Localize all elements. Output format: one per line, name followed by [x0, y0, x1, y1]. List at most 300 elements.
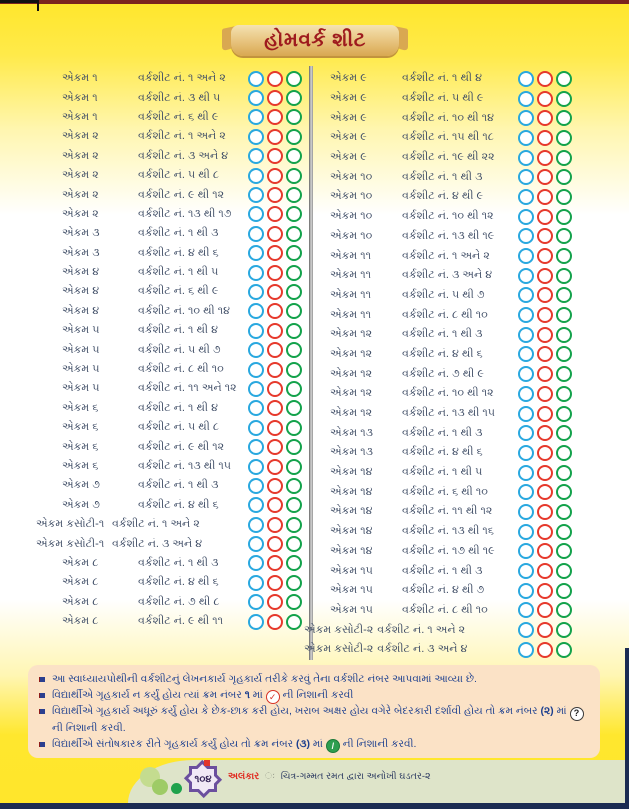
- unit-label: એકમ ૬: [62, 440, 99, 453]
- status-green-circle: [556, 504, 572, 520]
- status-red-circle: [537, 386, 553, 402]
- unit-label: એકમ ૧૨: [330, 367, 373, 380]
- worksheet-label: વર્કશીટ નં. ૬ થી ૯: [138, 285, 219, 298]
- status-green-circle: [286, 478, 302, 494]
- status-red-circle: [267, 303, 283, 319]
- status-green-circle: [556, 465, 572, 481]
- worksheet-label: વર્કશીટ નં. ૧૧ અને ૧૨: [138, 382, 237, 395]
- status-green-circle: [286, 71, 302, 87]
- status-blue-circle: [248, 90, 264, 106]
- worksheet-label: વર્કશીટ નં. ૧ થી ૩: [138, 479, 219, 492]
- worksheet-label: વર્કશીટ નં. ૧ થી ૩: [402, 564, 483, 577]
- unit-label: એકમ ૨: [62, 169, 99, 182]
- status-circles: [248, 129, 302, 145]
- status-blue-circle: [248, 362, 264, 378]
- homework-row: [62, 340, 302, 359]
- unit-label: એકમ ૧૦: [330, 190, 373, 203]
- status-blue-circle: [248, 497, 264, 513]
- status-green-circle: [286, 129, 302, 145]
- status-blue-circle: [518, 524, 534, 540]
- status-blue-circle: [248, 381, 264, 397]
- status-circles: [518, 91, 572, 107]
- status-blue-circle: [248, 129, 264, 145]
- status-circles: [518, 386, 572, 402]
- status-red-circle: [267, 109, 283, 125]
- homework-row: [330, 246, 572, 266]
- status-red-circle: [537, 524, 553, 540]
- worksheet-label: વર્કશીટ નં. ૧ થી ૪: [138, 324, 218, 337]
- homework-row: [330, 325, 572, 345]
- worksheet-label: વર્કશીટ નં. ૧૦ થી ૧૨: [402, 387, 494, 400]
- status-red-circle: [267, 148, 283, 164]
- status-green-circle: [286, 226, 302, 242]
- status-green-circle: [556, 189, 572, 205]
- status-red-circle: [267, 400, 283, 416]
- status-red-circle: [267, 575, 283, 591]
- status-circles: [518, 622, 572, 638]
- status-circles: [518, 228, 572, 244]
- unit-label: એકમ ૧: [62, 72, 98, 85]
- page-number-badge: [186, 763, 220, 795]
- unit-label: એકમ ૫: [62, 363, 100, 376]
- status-circles: [248, 517, 302, 533]
- unit-label: એકમ ૬: [62, 401, 99, 414]
- status-blue-circle: [518, 169, 534, 185]
- status-red-circle: [537, 622, 553, 638]
- status-green-circle: [556, 228, 572, 244]
- status-circles: [518, 642, 572, 658]
- status-blue-circle: [518, 563, 534, 579]
- unit-label: એકમ ૧૪: [330, 544, 373, 557]
- worksheet-label: વર્કશીટ નં. ૩ થી ૫: [138, 91, 221, 104]
- status-circles: [248, 478, 302, 494]
- unit-label: એકમ ૧૨: [330, 347, 373, 360]
- worksheet-label: વર્કશીટ નં. ૧ અને ૨: [138, 72, 226, 85]
- status-blue-circle: [248, 109, 264, 125]
- homework-row: [330, 423, 572, 443]
- status-red-circle: [537, 445, 553, 461]
- status-circles: [248, 187, 302, 203]
- status-blue-circle: [518, 268, 534, 284]
- status-red-circle: [537, 150, 553, 166]
- status-circles: [518, 563, 572, 579]
- unit-label: એકમ ૩: [62, 246, 100, 259]
- homework-row: [330, 561, 572, 581]
- note-text: વિદ્યાર્થીએ ગૃહકાર્ય ન કર્યું હોય ત્યાં ક્રમ નંબર: [52, 688, 245, 701]
- homework-row: [330, 207, 572, 227]
- status-red-circle: [537, 287, 553, 303]
- status-blue-circle: [518, 622, 534, 638]
- status-blue-circle: [518, 465, 534, 481]
- note-text: માં: [249, 688, 266, 701]
- status-red-circle: [537, 583, 553, 599]
- status-green-circle: [556, 307, 572, 323]
- worksheet-label: વર્કશીટ નં. ૧૦ થી ૧૪: [138, 304, 230, 317]
- unit-label: એકમ ૩: [62, 227, 100, 240]
- status-circles: [248, 284, 302, 300]
- note-text: ની નિશાની કરવી.: [52, 721, 126, 734]
- corner-crop-mark: [0, 0, 39, 11]
- status-blue-circle: [248, 226, 264, 242]
- status-blue-circle: [248, 245, 264, 261]
- status-red-circle: [267, 90, 283, 106]
- homework-row: [330, 581, 572, 601]
- status-circles: [248, 536, 302, 552]
- note-text: ની નિશાની કરવી: [279, 688, 354, 701]
- status-circles: [248, 109, 302, 125]
- worksheet-label: વર્કશીટ નં. ૧ થી ૩: [138, 556, 219, 569]
- status-circles: [248, 575, 302, 591]
- unit-label: એકમ ૧૦: [330, 170, 373, 183]
- homework-row: [36, 534, 302, 553]
- status-red-circle: [267, 594, 283, 610]
- status-circles: [518, 130, 572, 146]
- status-blue-circle: [518, 583, 534, 599]
- status-red-circle: [267, 517, 283, 533]
- homework-row: [62, 476, 302, 495]
- note-text: ની નિશાની કરવી.: [339, 737, 417, 750]
- homework-row: [330, 404, 572, 424]
- square-bullet-icon: [40, 742, 45, 747]
- worksheet-label: વર્કશીટ નં. ૬ થી ૯: [138, 110, 219, 123]
- status-blue-circle: [248, 265, 264, 281]
- status-green-circle: [556, 91, 572, 107]
- status-blue-circle: [248, 71, 264, 87]
- homework-row: [62, 418, 302, 437]
- homework-row: [62, 205, 302, 224]
- worksheet-label: વર્કશીટ નં. ૪ થી ૬: [402, 347, 483, 360]
- worksheet-label: વર્કશીટ નં. ૩ અને ૪: [377, 643, 468, 656]
- unit-label: એકમ ૧૩: [330, 446, 373, 459]
- unit-label: એકમ ૧૪: [330, 505, 373, 518]
- worksheet-label: વર્કશીટ નં. ૧ થી ૩: [402, 426, 483, 439]
- worksheet-label: વર્કશીટ નં. ૧૩ થી ૧૫: [402, 407, 496, 420]
- status-blue-circle: [518, 484, 534, 500]
- footer-series-line: [228, 771, 431, 782]
- status-circles: [518, 583, 572, 599]
- worksheet-label: વર્કશીટ નં. ૭ થી ૮: [138, 595, 220, 608]
- homework-row: [330, 463, 572, 483]
- unit-label: એકમ ૧૧: [330, 288, 371, 301]
- status-circles: [518, 504, 572, 520]
- worksheet-label: વર્કશીટ નં. ૯ થી ૧૨: [138, 188, 225, 201]
- status-red-circle: [267, 459, 283, 475]
- unit-label: એકમ ૧૨: [330, 328, 373, 341]
- worksheet-label: વર્કશીટ નં. ૧ થી ૪: [138, 401, 218, 414]
- note-text: માં: [310, 737, 326, 750]
- status-circles: [248, 555, 302, 571]
- status-circles: [518, 425, 572, 441]
- unit-label: એકમ ૧: [62, 91, 98, 104]
- homework-row: [62, 496, 302, 515]
- status-green-circle: [286, 303, 302, 319]
- homework-row: [330, 502, 572, 522]
- status-blue-circle: [518, 91, 534, 107]
- status-blue-circle: [518, 346, 534, 362]
- status-green-circle: [286, 148, 302, 164]
- status-green-circle: [286, 187, 302, 203]
- status-blue-circle: [518, 110, 534, 126]
- homework-row: [62, 612, 302, 631]
- unit-label: એકમ કસોટી-૨: [304, 643, 374, 656]
- homework-row: [62, 321, 302, 340]
- square-bullet-icon: [40, 709, 45, 714]
- unit-label: એકમ ૧૫: [330, 564, 373, 577]
- status-red-circle: [267, 226, 283, 242]
- note-text: (૨): [540, 705, 554, 718]
- homework-row: [62, 360, 302, 379]
- status-circles: [248, 71, 302, 87]
- status-circles: [518, 150, 572, 166]
- unit-label: એકમ ૮: [62, 576, 99, 589]
- status-blue-circle: [248, 303, 264, 319]
- status-circles: [518, 71, 572, 87]
- status-circles: [248, 245, 302, 261]
- status-circles: [518, 543, 572, 559]
- homework-row: [62, 127, 302, 146]
- status-blue-circle: [248, 575, 264, 591]
- status-green-circle: [286, 555, 302, 571]
- status-green-circle: [556, 327, 572, 343]
- status-circles: [518, 465, 572, 481]
- status-blue-circle: [248, 439, 264, 455]
- unit-label: એકમ ૧૪: [330, 485, 373, 498]
- homework-row: [330, 542, 572, 562]
- status-red-circle: [537, 563, 553, 579]
- instruction-note: [40, 704, 588, 736]
- status-circles: [518, 110, 572, 126]
- unit-label: એકમ ૧૧: [330, 249, 371, 262]
- status-red-circle: [537, 406, 553, 422]
- status-green-circle: [556, 169, 572, 185]
- status-blue-circle: [518, 287, 534, 303]
- homework-row: [330, 522, 572, 542]
- status-red-circle: [267, 168, 283, 184]
- instruction-note: [40, 737, 588, 754]
- worksheet-label: વર્કશીટ નં. ૧ થી ૩: [402, 328, 483, 341]
- left-column: [36, 69, 302, 631]
- status-red-circle: [267, 614, 283, 630]
- status-circles: [518, 248, 572, 264]
- status-green-circle: [556, 366, 572, 382]
- homework-row: [62, 224, 302, 243]
- status-red-circle: [267, 129, 283, 145]
- check-circle-icon: ✓: [266, 690, 280, 704]
- unit-label: એકમ ૯: [330, 151, 367, 164]
- homework-row: [330, 384, 572, 404]
- worksheet-label: વર્કશીટ નં. ૭ થી ૯: [402, 367, 484, 380]
- status-green-circle: [286, 400, 302, 416]
- unit-label: એકમ ૭: [62, 498, 100, 511]
- note-text: (૩): [296, 737, 311, 750]
- status-green-circle: [286, 459, 302, 475]
- worksheet-label: વર્કશીટ નં. ૧૭ થી ૧૯: [402, 544, 495, 557]
- status-circles: [518, 602, 572, 618]
- homework-row: [330, 345, 572, 365]
- worksheet-label: વર્કશીટ નં. ૧૩ થી ૧૯: [402, 229, 495, 242]
- status-green-circle: [556, 563, 572, 579]
- worksheet-label: વર્કશીટ નં. ૪ થી ૯: [402, 190, 484, 203]
- unit-label: એકમ ૧૨: [330, 407, 373, 420]
- status-blue-circle: [518, 307, 534, 323]
- status-red-circle: [537, 169, 553, 185]
- status-circles: [248, 148, 302, 164]
- status-blue-circle: [518, 504, 534, 520]
- worksheet-label: વર્કશીટ નં. ૪ થી ૭: [402, 584, 485, 597]
- column-divider: [309, 66, 313, 660]
- status-green-circle: [286, 614, 302, 630]
- worksheet-label: વર્કશીટ નં. ૯ થી ૧૨: [138, 440, 225, 453]
- status-circles: [248, 439, 302, 455]
- status-red-circle: [267, 381, 283, 397]
- status-green-circle: [286, 206, 302, 222]
- status-green-circle: [556, 268, 572, 284]
- worksheet-label: વર્કશીટ નં. ૮ થી ૧૦: [138, 363, 224, 376]
- homework-row: [330, 482, 572, 502]
- status-circles: [248, 323, 302, 339]
- unit-label: એકમ ૮: [62, 615, 99, 628]
- status-blue-circle: [248, 459, 264, 475]
- status-circles: [518, 169, 572, 185]
- worksheet-label: વર્કશીટ નં. ૧ અને ૨: [402, 249, 490, 262]
- unit-label: એકમ કસોટી-૧: [36, 537, 105, 550]
- status-circles: [248, 362, 302, 378]
- worksheet-label: વર્કશીટ નં. ૧૩ થી ૧૫: [138, 460, 232, 472]
- homework-row: [62, 185, 302, 204]
- status-green-circle: [556, 406, 572, 422]
- status-circles: [518, 327, 572, 343]
- status-red-circle: [537, 504, 553, 520]
- status-red-circle: [537, 110, 553, 126]
- status-blue-circle: [248, 420, 264, 436]
- homework-row: [62, 108, 302, 127]
- worksheet-label: વર્કશીટ નં. ૫ થી ૭: [138, 343, 221, 356]
- status-red-circle: [267, 420, 283, 436]
- status-green-circle: [286, 594, 302, 610]
- unit-label: એકમ ૨: [62, 207, 99, 220]
- title-banner: [231, 25, 399, 56]
- status-red-circle: [267, 284, 283, 300]
- homework-row: [62, 457, 302, 476]
- question-circle-icon: ?: [570, 707, 584, 721]
- status-red-circle: [267, 187, 283, 203]
- status-blue-circle: [518, 189, 534, 205]
- unit-label: એકમ ૬: [62, 460, 99, 472]
- status-blue-circle: [248, 323, 264, 339]
- status-green-circle: [286, 439, 302, 455]
- homework-row: [62, 147, 302, 166]
- series-tagline: ચિત્ર-ગમ્મત રમત દ્વારા અનોખી ઘડતર-૨: [280, 771, 431, 782]
- status-blue-circle: [248, 187, 264, 203]
- unit-label: એકમ ૧૪: [330, 525, 373, 538]
- homework-row: [36, 515, 302, 534]
- unit-label: એકમ ૧૫: [330, 603, 373, 616]
- status-green-circle: [556, 642, 572, 658]
- status-red-circle: [267, 555, 283, 571]
- status-circles: [248, 594, 302, 610]
- worksheet-label: વર્કશીટ નં. ૫ થી ૯: [402, 92, 484, 105]
- status-circles: [248, 614, 302, 630]
- status-red-circle: [537, 130, 553, 146]
- decorative-dot: [171, 783, 182, 794]
- homework-row: [330, 187, 572, 207]
- worksheet-label: વર્કશીટ નં. ૧ થી ૪: [402, 72, 482, 85]
- status-circles: [248, 303, 302, 319]
- status-blue-circle: [518, 248, 534, 264]
- status-green-circle: [286, 381, 302, 397]
- status-circles: [518, 189, 572, 205]
- homework-row: [304, 620, 572, 640]
- homework-row: [62, 593, 302, 612]
- status-red-circle: [537, 346, 553, 362]
- instruction-note: [40, 672, 588, 688]
- status-red-circle: [537, 268, 553, 284]
- status-blue-circle: [518, 543, 534, 559]
- status-green-circle: [286, 575, 302, 591]
- status-green-circle: [286, 323, 302, 339]
- status-blue-circle: [248, 555, 264, 571]
- worksheet-label: વર્કશીટ નં. ૫ થી ૮: [138, 169, 219, 182]
- status-green-circle: [556, 622, 572, 638]
- homework-row: [304, 640, 572, 660]
- unit-label: એકમ ૪: [62, 266, 100, 279]
- unit-label: એકમ ૨: [62, 188, 99, 201]
- unit-label: એકમ ૧૫: [330, 584, 373, 597]
- note-text: માં: [553, 705, 570, 718]
- status-blue-circle: [248, 536, 264, 552]
- status-blue-circle: [518, 209, 534, 225]
- worksheet-label: વર્કશીટ નં. ૫ થી ૮: [138, 421, 219, 434]
- status-circles: [518, 346, 572, 362]
- status-circles: [518, 406, 572, 422]
- worksheet-label: વર્કશીટ નં. ૧૧ થી ૧૨: [402, 505, 493, 518]
- homework-row: [62, 399, 302, 418]
- homework-row: [62, 263, 302, 282]
- status-blue-circle: [518, 71, 534, 87]
- status-blue-circle: [248, 148, 264, 164]
- worksheet-label: વર્કશીટ નં. ૪ થી ૬: [138, 498, 219, 511]
- status-green-circle: [286, 109, 302, 125]
- status-green-circle: [286, 362, 302, 378]
- status-circles: [248, 381, 302, 397]
- status-blue-circle: [518, 150, 534, 166]
- status-blue-circle: [248, 400, 264, 416]
- unit-label: એકમ ૫: [62, 343, 100, 356]
- status-circles: [248, 420, 302, 436]
- page-top-border: [0, 0, 629, 4]
- homework-row: [330, 364, 572, 384]
- homework-row: [330, 443, 572, 463]
- status-green-circle: [556, 150, 572, 166]
- right-column: [304, 69, 572, 660]
- series-separator: ઃ: [264, 771, 276, 782]
- status-green-circle: [556, 386, 572, 402]
- unit-label: એકમ ૧૧: [330, 308, 371, 321]
- status-red-circle: [537, 228, 553, 244]
- status-red-circle: [267, 265, 283, 281]
- unit-label: એકમ ૮: [62, 595, 99, 608]
- homework-row: [330, 266, 572, 286]
- worksheet-label: વર્કશીટ નં. ૧ થી ૫: [402, 466, 483, 479]
- worksheet-label: વર્કશીટ નં. ૧૯ થી ૨૨: [402, 151, 495, 164]
- status-circles: [248, 497, 302, 513]
- status-red-circle: [537, 327, 553, 343]
- unit-label: એકમ ૧: [62, 110, 98, 123]
- status-green-circle: [556, 110, 572, 126]
- homework-row: [62, 302, 302, 321]
- worksheet-label: વર્કશીટ નં. ૩ અને ૪: [138, 149, 229, 162]
- homework-row: [330, 227, 572, 247]
